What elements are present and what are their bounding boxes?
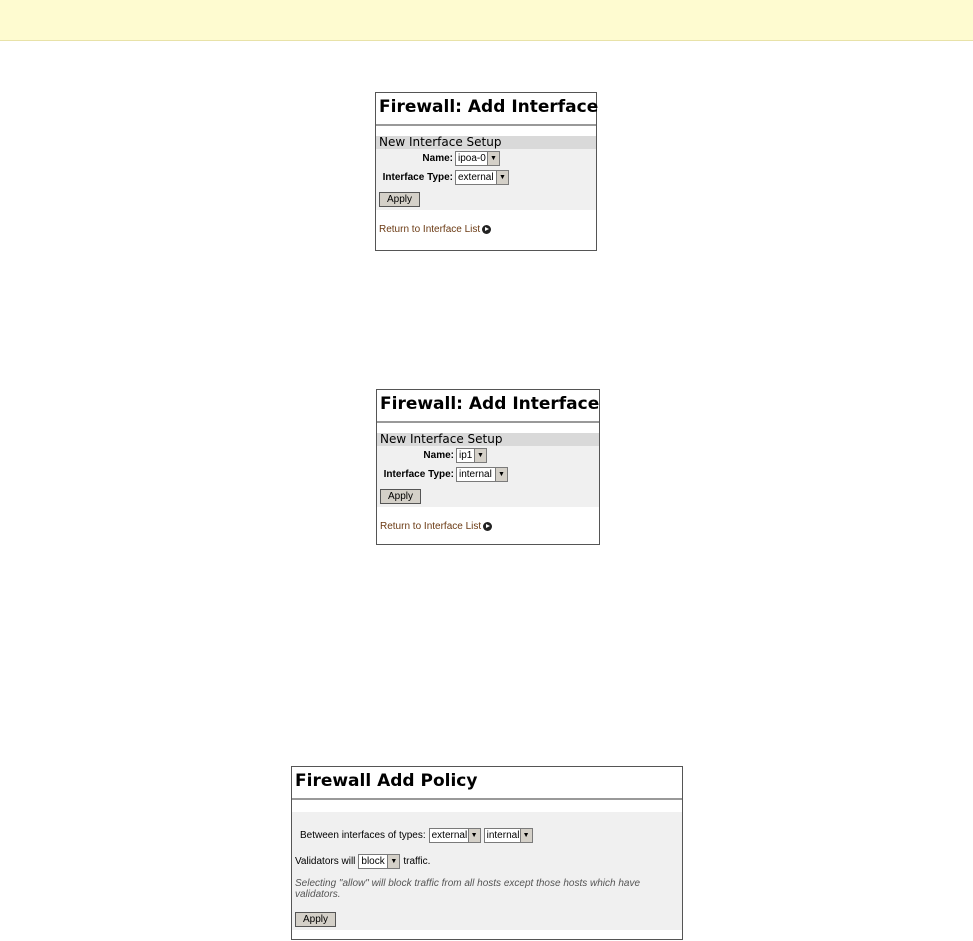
interface-type-a-select[interactable]	[429, 828, 481, 843]
title-divider	[376, 124, 596, 126]
add-interface-panel-1	[375, 92, 597, 251]
dropdown-arrow-icon: ▼	[496, 171, 508, 184]
name-select-value: ipoa-0	[458, 153, 486, 164]
interface-type-select[interactable]	[456, 467, 508, 482]
interface-type-value: internal	[459, 469, 492, 480]
section-header: New Interface Setup	[377, 433, 599, 446]
return-to-interface-list-link[interactable]	[380, 521, 599, 532]
policy-note: Selecting "allow" will block traffic from all hosts except those hosts which have validators.	[295, 878, 641, 900]
validators-suffix: traffic.	[403, 855, 431, 867]
title-divider	[377, 421, 599, 423]
policy-title: Firewall Add Policy	[295, 771, 478, 791]
page-header-band	[0, 0, 973, 41]
interface-type-label: Interface Type:	[383, 469, 454, 480]
interface-type-a-value: external	[431, 829, 468, 841]
interface-type-label: Interface Type:	[382, 172, 453, 183]
interface-type-b-select[interactable]	[484, 828, 533, 843]
panel-title: Firewall: Add Interface	[379, 97, 599, 117]
interface-setup-section	[376, 136, 596, 210]
add-policy-panel	[291, 766, 683, 940]
return-link-text[interactable]: Return to Interface List	[379, 224, 481, 235]
apply-button[interactable]: Apply	[379, 192, 420, 207]
apply-button[interactable]: Apply	[295, 912, 336, 927]
dropdown-arrow-icon: ▼	[474, 449, 486, 462]
between-label: Between interfaces of types:	[300, 829, 426, 841]
return-to-interface-list-link[interactable]	[379, 224, 596, 235]
dropdown-arrow-icon: ▼	[487, 152, 499, 165]
name-select[interactable]	[455, 151, 500, 166]
interface-setup-section	[377, 433, 599, 507]
name-label: Name:	[422, 153, 453, 164]
name-select-value: ip1	[459, 450, 473, 461]
dropdown-arrow-icon: ▼	[520, 829, 532, 842]
dropdown-arrow-icon: ▼	[387, 855, 399, 868]
dropdown-arrow-icon: ▼	[495, 468, 507, 481]
interface-type-row	[376, 168, 596, 187]
add-interface-panel-2	[376, 389, 600, 545]
name-row	[376, 149, 596, 168]
interface-type-select[interactable]	[455, 170, 509, 185]
title-divider	[292, 798, 682, 800]
interface-type-value: external	[458, 172, 494, 183]
section-header: New Interface Setup	[376, 136, 596, 149]
name-select[interactable]	[456, 448, 487, 463]
interface-type-row	[377, 465, 599, 484]
return-link-text[interactable]: Return to Interface List	[380, 521, 482, 532]
interface-type-b-value: internal	[486, 829, 520, 841]
arrow-right-circle-icon[interactable]	[482, 225, 491, 234]
action-select-value: block	[361, 855, 385, 867]
apply-button[interactable]: Apply	[380, 489, 421, 504]
dropdown-arrow-icon: ▼	[468, 829, 480, 842]
name-label: Name:	[423, 450, 454, 461]
panel-title: Firewall: Add Interface	[380, 394, 600, 414]
policy-form	[292, 812, 682, 930]
between-types-row	[295, 826, 679, 844]
validators-prefix: Validators will	[295, 855, 356, 867]
name-row	[377, 446, 599, 465]
validators-row	[295, 852, 679, 870]
arrow-right-circle-icon[interactable]	[483, 522, 492, 531]
action-select[interactable]	[358, 854, 400, 869]
